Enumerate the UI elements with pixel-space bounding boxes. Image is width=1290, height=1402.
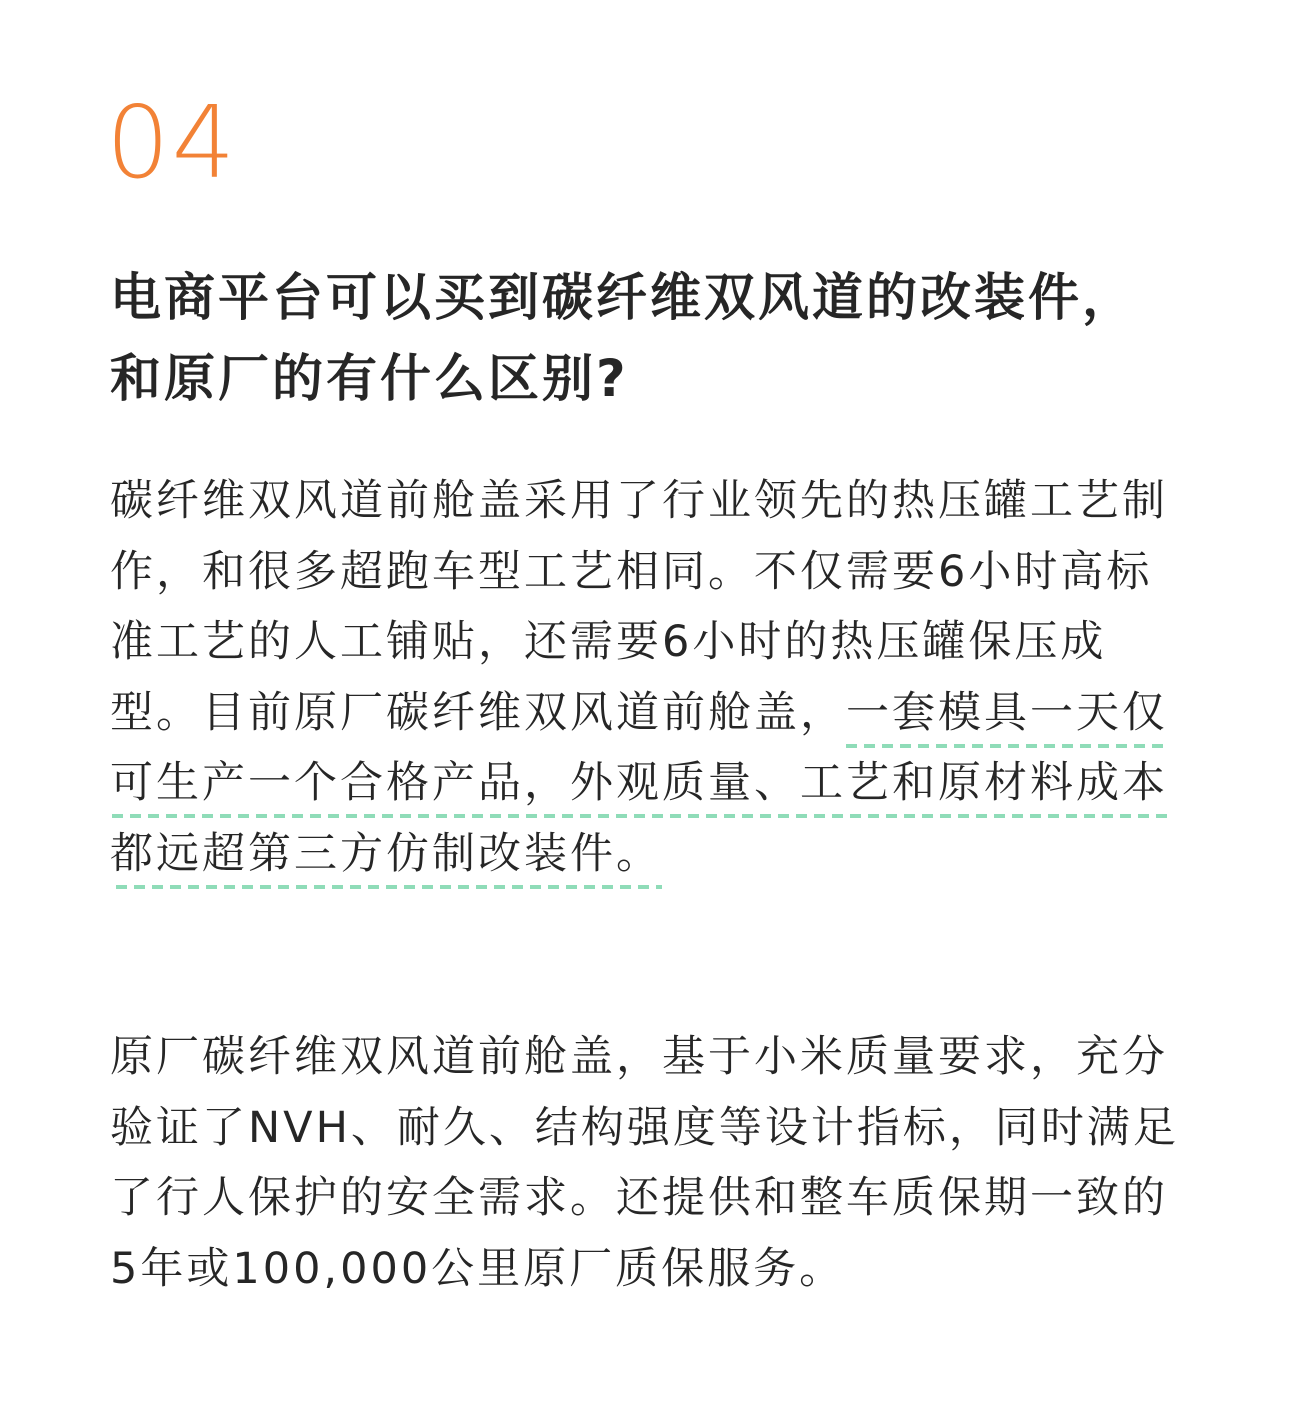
answer-paragraph-1 xyxy=(110,466,1185,890)
paragraph-1-text: 碳纤维双风道前舱盖采用了行业领先的热压罐工艺制作，和很多超跑车型工艺相同。不仅需要6小时高标准工艺的人工铺贴，还需要6小时的热压罐保压成型。目前原厂碳纤维双风道前舱盖， xyxy=(110,476,1168,738)
question-title: 电商平台可以买到碳纤维双风道的改装件，和原厂的有什么区别? xyxy=(110,269,1137,409)
section-number: 04 xyxy=(106,84,238,201)
answer-paragraph-2: 原厂碳纤维双风道前舱盖，基于小米质量要求，充分验证了NVH、耐久、结构强度等设计指标，同时满足了行人保护的安全需求。还提供和整车质保期一致的5年或100,000公里原厂质保服务。 xyxy=(110,1032,1179,1294)
highlighted-text: 一套模具一天仅可生产一个合格产品，外观质量、工艺和原材料成本都远超第三方仿制改装件。 xyxy=(110,688,1168,889)
